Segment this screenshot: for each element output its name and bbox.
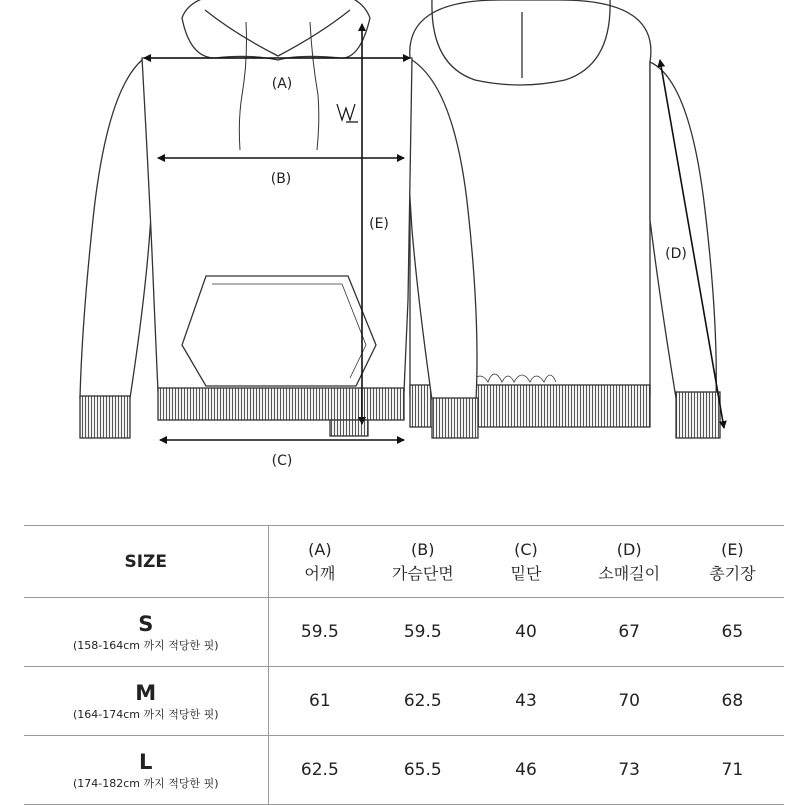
table-row	[24, 667, 784, 736]
column-header-e: (E) 총기장	[681, 526, 784, 598]
value-cell: 65.5	[371, 736, 474, 805]
value-cell: 62.5	[268, 736, 371, 805]
measure-label-c: (C)	[271, 453, 293, 469]
size-column-header: SIZE	[24, 526, 268, 598]
size-cell: L (174-182cm 까지 적당한 핏)	[24, 736, 268, 805]
size-cell: S (158-164cm 까지 적당한 핏)	[24, 598, 268, 667]
value-cell: 59.5	[268, 598, 371, 667]
column-header-a: (A) 어깨	[268, 526, 371, 598]
value-cell: 43	[474, 667, 577, 736]
table-header-row	[24, 526, 784, 598]
size-cell: M (164-174cm 까지 적당한 핏)	[24, 667, 268, 736]
table-row	[24, 598, 784, 667]
value-cell: 65	[681, 598, 784, 667]
measure-label-b: (B)	[270, 171, 292, 187]
value-cell: 70	[578, 667, 681, 736]
value-cell: 59.5	[371, 598, 474, 667]
size-table	[24, 525, 784, 805]
column-header-c: (C) 밑단	[474, 526, 577, 598]
value-cell: 71	[681, 736, 784, 805]
value-cell: 40	[474, 598, 577, 667]
value-cell: 62.5	[371, 667, 474, 736]
column-header-b: (B) 가슴단면	[371, 526, 474, 598]
measure-label-a: (A)	[271, 76, 293, 92]
table-row	[24, 736, 784, 805]
value-cell: 67	[578, 598, 681, 667]
value-cell: 61	[268, 667, 371, 736]
measure-label-d: (D)	[665, 246, 687, 262]
column-header-d: (D) 소매길이	[578, 526, 681, 598]
measure-label-e: (E)	[369, 216, 389, 232]
value-cell: 46	[474, 736, 577, 805]
value-cell: 73	[578, 736, 681, 805]
value-cell: 68	[681, 667, 784, 736]
